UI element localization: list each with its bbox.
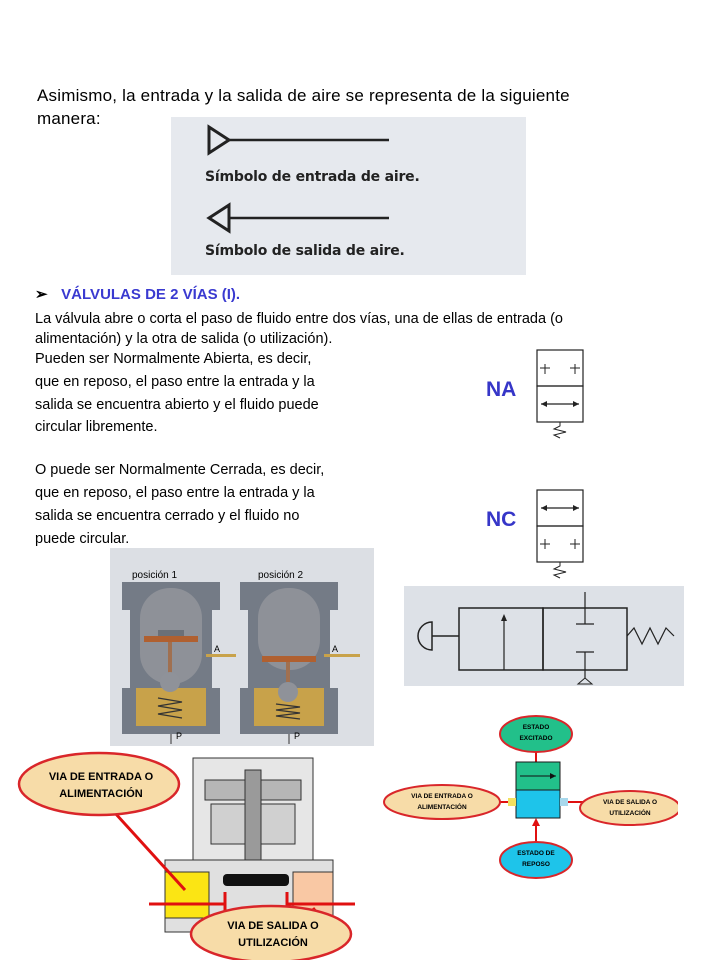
valve-state-figure	[378, 712, 678, 890]
rest-state-label	[502, 848, 570, 870]
state-outlet-line-1: VIA DE SALIDA O	[602, 799, 658, 806]
label-na: NA	[486, 378, 517, 401]
valve-positions-figure	[110, 548, 374, 746]
section-title	[35, 285, 240, 303]
position-1-label: posición 1	[132, 570, 178, 581]
body-line-6: circular libremente.	[35, 419, 158, 435]
state-outlet-label	[582, 797, 678, 819]
push-button-valve-figure	[404, 586, 684, 686]
excited-line-1: ESTADO	[522, 724, 550, 731]
na-valve-symbol	[528, 346, 588, 442]
rest-line-1: ESTADO DE	[517, 850, 555, 857]
output-symbol-caption: Símbolo de salida de aire.	[205, 243, 405, 259]
port-p-label-2: P	[294, 731, 301, 741]
input-triangle-icon	[209, 127, 229, 153]
input-symbol-caption: Símbolo de entrada de aire.	[205, 169, 420, 185]
excited-state-label	[502, 722, 570, 744]
body-line-1: La válvula abre o corta el paso de fluido entre dos vías, una de ellas de entrada (o	[35, 311, 563, 327]
label-nc: NC	[486, 508, 517, 531]
port-a-label-2: A	[332, 644, 339, 654]
valve-cutaway-figure	[15, 740, 375, 960]
rest-line-2: REPOSO	[522, 861, 550, 868]
output-triangle-icon	[209, 205, 229, 231]
port-a-label-1: A	[214, 644, 221, 654]
nc-valve-symbol	[528, 486, 588, 582]
intro-line-2: manera:	[37, 109, 101, 128]
section-title-text: VÁLVULAS DE 2 VÍAS (I).	[61, 286, 241, 303]
body-line-9: salida se encuentra cerrado y el fluido no	[35, 508, 300, 524]
body-line-5: salida se encuentra abierto y el fluido puede	[35, 397, 319, 413]
inlet-label-line-1: VIA DE ENTRADA O	[48, 771, 154, 783]
state-inlet-line-2: ALIMENTACIÓN	[417, 804, 467, 811]
body-line-8: que en reposo, el paso entre la entrada y la	[35, 485, 315, 501]
outlet-label	[211, 918, 335, 952]
state-outlet-line-2: UTILIZACIÓN	[609, 810, 651, 817]
inlet-label	[39, 769, 163, 803]
position-2-label: posición 2	[258, 570, 304, 581]
body-line-10: puede circular.	[35, 531, 130, 547]
bullet-arrow-icon: ➢	[35, 286, 48, 303]
body-line-4: que en reposo, el paso entre la entrada y la	[35, 374, 315, 390]
outlet-label-line-2: UTILIZACIÓN	[238, 937, 308, 949]
state-inlet-label	[388, 791, 496, 813]
body-line-2: alimentación) y la otra de salida (o utilización).	[35, 331, 333, 347]
inlet-label-line-2: ALIMENTACIÓN	[59, 788, 143, 800]
air-symbols-figure	[171, 117, 526, 275]
push-button-valve-drawing	[404, 586, 684, 686]
port-p-label-1: P	[176, 731, 183, 741]
outlet-label-line-1: VIA DE SALIDA O	[227, 920, 319, 932]
state-inlet-line-1: VIA DE ENTRADA O	[411, 793, 473, 800]
body-line-3: Pueden ser Normalmente Abierta, es decir,	[35, 351, 312, 367]
body-line-7: O puede ser Normalmente Cerrada, es decir,	[35, 462, 325, 478]
intro-line-1: Asimismo, la entrada y la salida de aire se representa de la siguiente	[37, 86, 570, 105]
excited-line-2: EXCITADO	[519, 735, 553, 742]
